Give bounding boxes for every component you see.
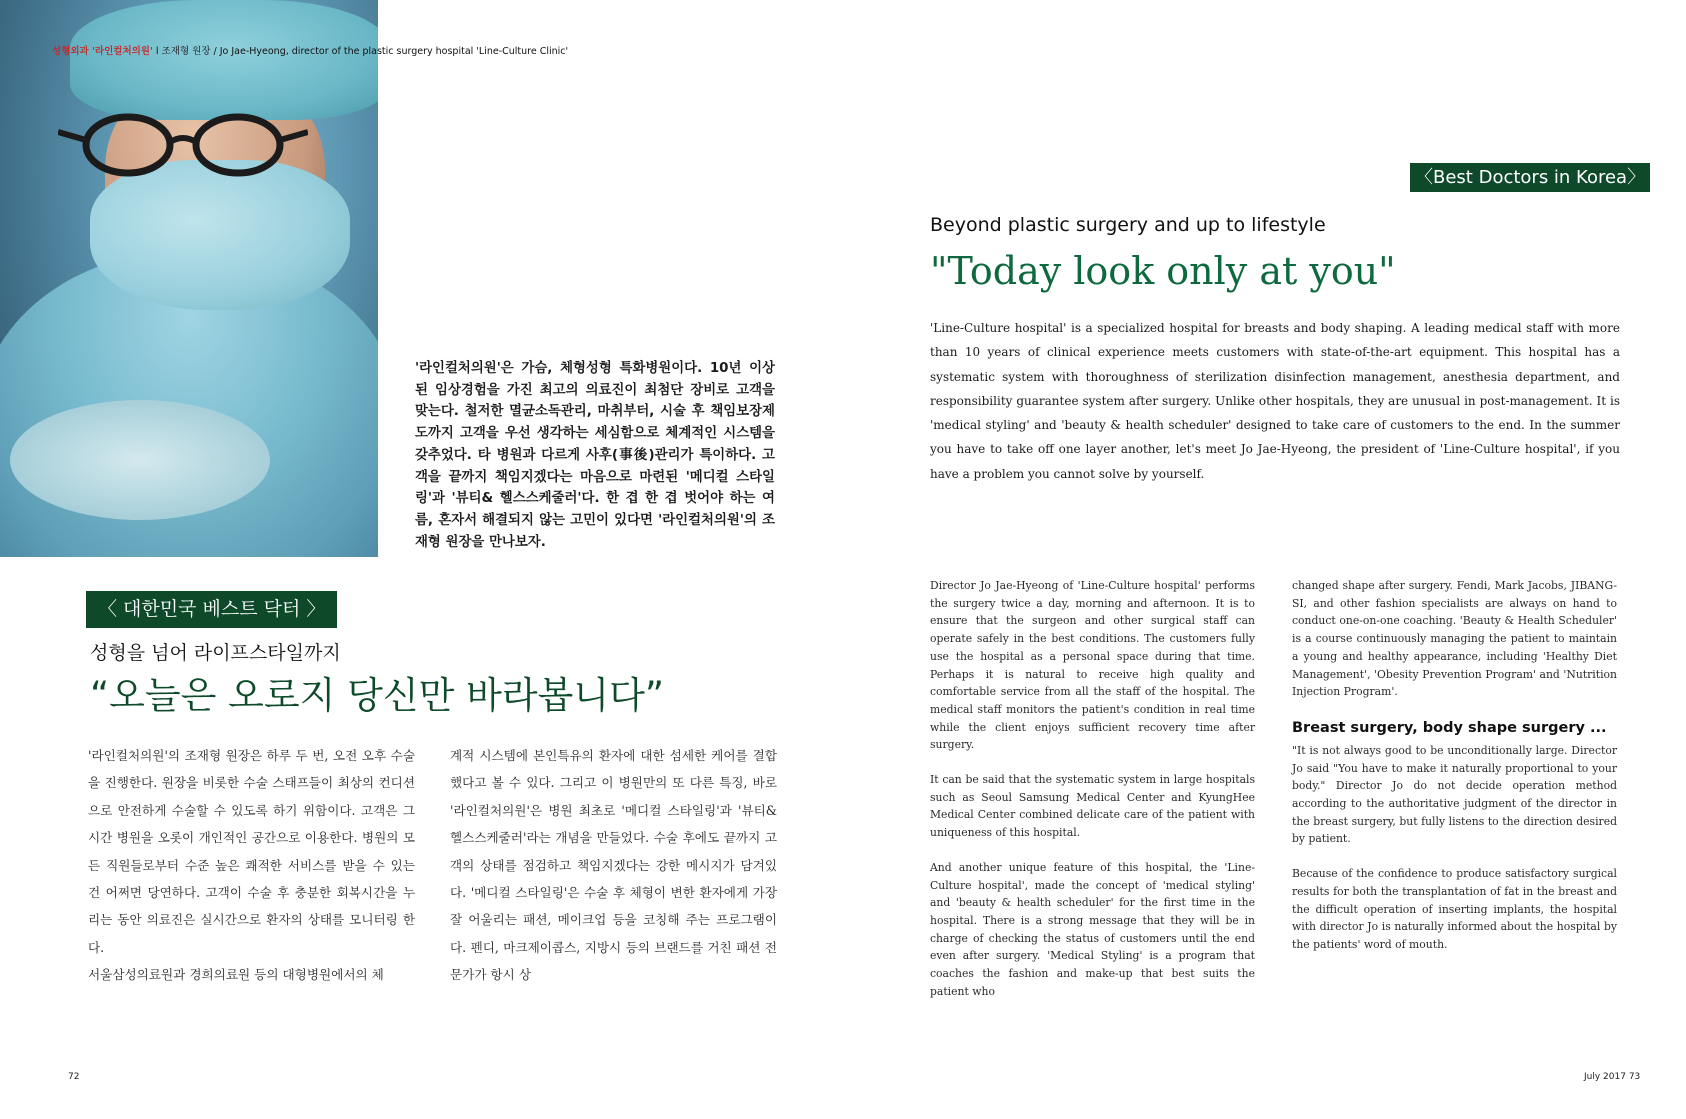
surgeon-photo bbox=[0, 0, 378, 557]
korean-body-column-1 bbox=[88, 742, 415, 989]
photo-caption bbox=[52, 43, 568, 57]
caption-description: l 조재형 원장 / Jo Jae-Hyeong, director of the plastic surgery hospital 'Line-Culture Clinic' bbox=[152, 46, 569, 57]
korean-section-badge: 〈 대한민국 베스트 닥터 〉 bbox=[86, 591, 337, 628]
korean-subtitle: 성형을 넘어 라이프스타일까지 bbox=[90, 642, 341, 664]
korean-body-paragraph: 계적 시스템에 본인특유의 환자에 대한 섬세한 케어를 결합했다고 볼 수 있다. 그리고 이 병원만의 또 다른 특징, 바로 '라인컬처의원'은 병원 최초로 '메디컬 스타일링'과 '뷰티&헬스스케줄러'라는 개념을 만들었다. 수술 후에도 끝까지 고객의 상태를 점검하고 책임지겠다는 강한 메시지가 담겨있다. '메디컬 스타일링'은 수술 후 체형이 변한 환자에게 가장 잘 어울리는 패션, 메이크업 등을 코칭해 주는 프로그램이다. 펜디, 마크제이콥스, 지방시 등의 브랜드를 거친 패션 전문가가 항시 상 bbox=[450, 748, 777, 983]
korean-body-paragraph: 서울삼성의료원과 경희의료원 등의 대형병원에서의 체 bbox=[88, 967, 384, 983]
english-headline: "Today look only at you" bbox=[930, 249, 1396, 293]
english-body-paragraph: "It is not always good to be unconditionally large. Director Jo said "You have to make it naturally proportional to your body." Director Jo do not decide operation method according to the authoritative judgment of the director in the breast surgery, but fully listens to the direction desired by patient. bbox=[1292, 743, 1617, 846]
english-subtitle: Beyond plastic surgery and up to lifestyle bbox=[930, 214, 1326, 236]
page-footer-right bbox=[1584, 1072, 1640, 1082]
page-number-right: 73 bbox=[1628, 1072, 1641, 1082]
english-body-column-1 bbox=[930, 577, 1255, 1017]
english-intro-paragraph: 'Line-Culture hospital' is a specialized hospital for breasts and body shaping. A leading medical staff with more than 10 years of clinical experience meets customers with state-of-the-art equipment. This hospital has a systematic system with thoroughness of sterilization disinfection management, anesthesia department, and responsibility guarantee system after surgery. Unlike other hospitals, they are unusual in post-management. It is 'medical styling' and 'beauty & health scheduler' designed to take care of customers to the end. In the summer you have to take off one layer another, let's meet Jo Jae-Hyeong, the president of 'Line-Culture hospital', if you have a problem you cannot solve by yourself. bbox=[930, 321, 1620, 481]
english-body-paragraph: changed shape after surgery. Fendi, Mark Jacobs, JIBANG-SI, and other fashion specialists are always on hand to conduct one-on-one coaching. 'Beauty & Health Scheduler' is a course continuously managing the patient to maintain a young and healthy appearance, including 'Healthy Diet Management', 'Obesity Prevention Program' and 'Nutrition Injection Program'. bbox=[1292, 579, 1617, 699]
korean-headline: “오늘은 오로지 당신만 바라봅니다” bbox=[90, 674, 665, 717]
english-body-paragraph: Because of the confidence to produce satisfactory surgical results for both the transplantation of fat in the breast and the difficult operation of inserting implants, the hospital with director Jo is naturally informed about the hospital by the patients' word of mouth. bbox=[1292, 867, 1617, 951]
korean-intro-paragraph: '라인컬처의원'은 가슴, 체형성형 특화병원이다. 10년 이상 된 임상경험을 가진 최고의 의료진이 최첨단 장비로 고객을 맞는다. 철저한 멸균소독관리, 마취부터, 시술 후 책임보장제도까지 고객을 우선 생각하는 세심함으로 체계적인 시스템을 갖추었다. 타 병원과 다르게 사후(事後)관리가 특이하다. 고객을 끝까지 책임지겠다는 마음으로 마련된 '메디컬 스타일링'과 '뷰티& 헬스스케줄러'다. 한 겹 한 겹 벗어야 하는 여름, 혼자서 해결되지 않는 고민이 있다면 '라인컬처의원'의 조재형 원장을 만나보자. bbox=[415, 361, 775, 550]
issue-date: July 2017 bbox=[1584, 1072, 1626, 1082]
english-section-heading: Breast surgery, body shape surgery ... bbox=[1292, 719, 1607, 736]
glasses-graphic bbox=[58, 110, 308, 180]
korean-body-paragraph: '라인컬처의원'의 조재형 원장은 하루 두 번, 오전 오후 수술을 진행한다. 원장을 비롯한 수술 스태프들이 최상의 컨디션으로 안전하게 수술할 수 있도록 하기 위함이다. 고객은 그 시간 병원을 오롯이 개인적인 공간으로 이용한다. 병원의 모든 직원들로부터 수준 높은 쾌적한 서비스를 받을 수 있는 건 어쩌면 당연하다. 고객이 수술 후 충분한 회복시간을 누리는 동안 의료진은 실시간으로 환자의 상태를 모니터링 한다. bbox=[88, 748, 415, 955]
english-body-column-2 bbox=[1292, 577, 1617, 971]
caption-clinic-name: 성형외과 '라인컬처의원' bbox=[52, 46, 153, 57]
english-body-paragraph: Director Jo Jae-Hyeong of 'Line-Culture hospital' performs the surgery twice a day, morning and afternoon. It is to ensure that the surgeon and other surgical staff can operate safely in the best conditions. The customers fully use the hospital as a personal space during that time. Perhaps it is natural to receive high quality and comfortable service from all the staff of the hospital. The medical staff monitors the patient's condition in real time while the client enjoys sufficient recovery time after surgery. bbox=[930, 579, 1255, 752]
english-body-paragraph: It can be said that the systematic system in large hospitals such as Seoul Samsung Medical Center and KyungHee Medical Center combined delicate care of the patient with uniqueness of this hospital. bbox=[930, 773, 1255, 840]
page-number-left: 72 bbox=[68, 1072, 80, 1082]
korean-body-column-2 bbox=[450, 742, 777, 989]
english-body-paragraph: And another unique feature of this hospital, the 'Line-Culture hospital', made the concept of 'medical styling' and 'beauty & health scheduler' for the first time in the hospital. There is a strong message that they will be in charge of checking the status of customers until the end even after surgery. 'Medical Styling' is a program that coaches the fashion and make-up that best suits the patient who bbox=[930, 860, 1255, 998]
english-section-badge: 〈Best Doctors in Korea〉 bbox=[1410, 163, 1650, 192]
